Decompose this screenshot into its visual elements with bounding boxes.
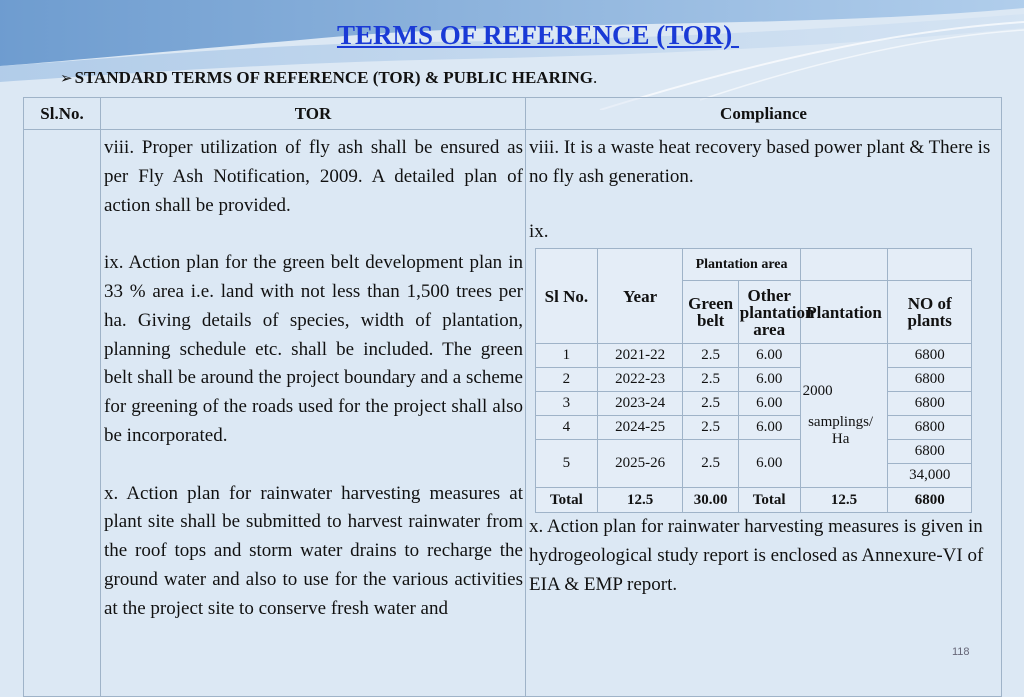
tor-cell	[101, 130, 526, 697]
table-row	[536, 368, 972, 392]
total-other-area: Total	[738, 488, 800, 513]
section-heading	[60, 68, 597, 88]
row-sl: 2	[536, 368, 598, 392]
row-other-area: 6.00	[738, 344, 800, 368]
row-green-belt: 2.5	[683, 368, 738, 392]
row-other-area: 6.00	[738, 440, 800, 488]
total-no-of-plants: 6800	[888, 488, 972, 513]
total-green-belt: 30.00	[683, 488, 738, 513]
total-label: Total	[536, 488, 598, 513]
plantation-header-blank	[800, 249, 888, 281]
compliance-item-x: x. Action plan for rainwater harvesting measures is given in hydrogeological study report is enclosed as Annexure-VI of EIA & EMP report.	[529, 516, 984, 595]
table-row	[536, 416, 972, 440]
plantation-unit: samplings/ Ha	[808, 414, 874, 448]
row-year: 2024-25	[597, 416, 683, 440]
row-year: 2022-23	[597, 368, 683, 392]
table-row	[536, 440, 972, 464]
row-year: 2025-26	[597, 440, 683, 488]
row-sl: 4	[536, 416, 598, 440]
plantation-header-year: Year	[597, 249, 683, 344]
row-no-of-plants: 34,000	[888, 464, 972, 488]
row-green-belt: 2.5	[683, 440, 738, 488]
row-other-area: 6.00	[738, 368, 800, 392]
header-tor: TOR	[101, 98, 526, 130]
plantation-header-plantation: Plantation	[800, 281, 888, 344]
plantation-header-sl: Sl No.	[536, 249, 598, 344]
section-heading-text: STANDARD TERMS OF REFERENCE (TOR) & PUBLIC HEARING	[74, 68, 593, 87]
total-year: 12.5	[597, 488, 683, 513]
page-title: TERMS OF REFERENCE (TOR)	[336, 20, 740, 50]
compliance-item-ix-label: ix.	[529, 220, 549, 242]
total-row	[536, 488, 972, 513]
plants-header-blank	[888, 249, 972, 281]
plantation-header-no-of-plants: NO of plants	[888, 281, 972, 344]
total-plantation: 12.5	[800, 488, 888, 513]
arrow-bullet-icon: ➢	[60, 69, 73, 87]
row-green-belt: 2.5	[683, 392, 738, 416]
table-row	[536, 344, 972, 368]
row-green-belt: 2.5	[683, 416, 738, 440]
row-sl: 1	[536, 344, 598, 368]
row-no-of-plants: 6800	[888, 344, 972, 368]
section-heading-period: .	[592, 68, 598, 87]
plantation-table	[535, 248, 972, 513]
row-year: 2021-22	[597, 344, 683, 368]
row-no-of-plants: 6800	[888, 368, 972, 392]
row-sl: 5	[536, 440, 598, 488]
plantation-area-group-header: Plantation area	[683, 249, 800, 281]
plantation-count: 2000	[802, 383, 833, 400]
tor-item-viii: viii. Proper utilization of fly ash shall be ensured as per Fly Ash Notification, 2009. A detailed plan of action shall be provided.	[104, 137, 523, 216]
plantation-header-other-area: Other plantation area	[738, 281, 800, 344]
tor-item-x: x. Action plan for rainwater harvesting measures at plant site shall be submitted to harvest rainwater from the roof tops and storm water drains to recharge the ground water and also to use for the various activities at the project site to conserve fresh water and	[104, 482, 523, 619]
plantation-merged-cell	[800, 344, 888, 488]
row-no-of-plants: 6800	[888, 440, 972, 464]
table-row	[24, 130, 1002, 697]
header-compliance: Compliance	[526, 98, 1002, 130]
table-row	[536, 392, 972, 416]
row-green-belt: 2.5	[683, 344, 738, 368]
sl-no-cell	[24, 130, 101, 697]
header-sl-no: Sl.No.	[24, 98, 101, 130]
row-no-of-plants: 6800	[888, 416, 972, 440]
row-sl: 3	[536, 392, 598, 416]
plantation-header-green-belt: Green belt	[683, 281, 738, 344]
row-no-of-plants: 6800	[888, 392, 972, 416]
row-other-area: 6.00	[738, 416, 800, 440]
tor-compliance-table	[23, 97, 1002, 697]
row-year: 2023-24	[597, 392, 683, 416]
row-other-area: 6.00	[738, 392, 800, 416]
tor-item-ix: ix. Action plan for the green belt development plan in 33 % area i.e. land with not less than 1,500 trees per ha. Giving details of species, width of plantation, planning schedule etc. shall be included. The green belt shall be around the project boundary and a scheme for greening of the roads used for the project shall also be incorporated.	[104, 252, 523, 446]
compliance-cell	[526, 130, 1002, 697]
compliance-item-viii: viii. It is a waste heat recovery based power plant & There is no fly ash generation.	[529, 137, 991, 187]
table-header-row	[24, 98, 1002, 130]
page-number: 118	[952, 646, 970, 658]
